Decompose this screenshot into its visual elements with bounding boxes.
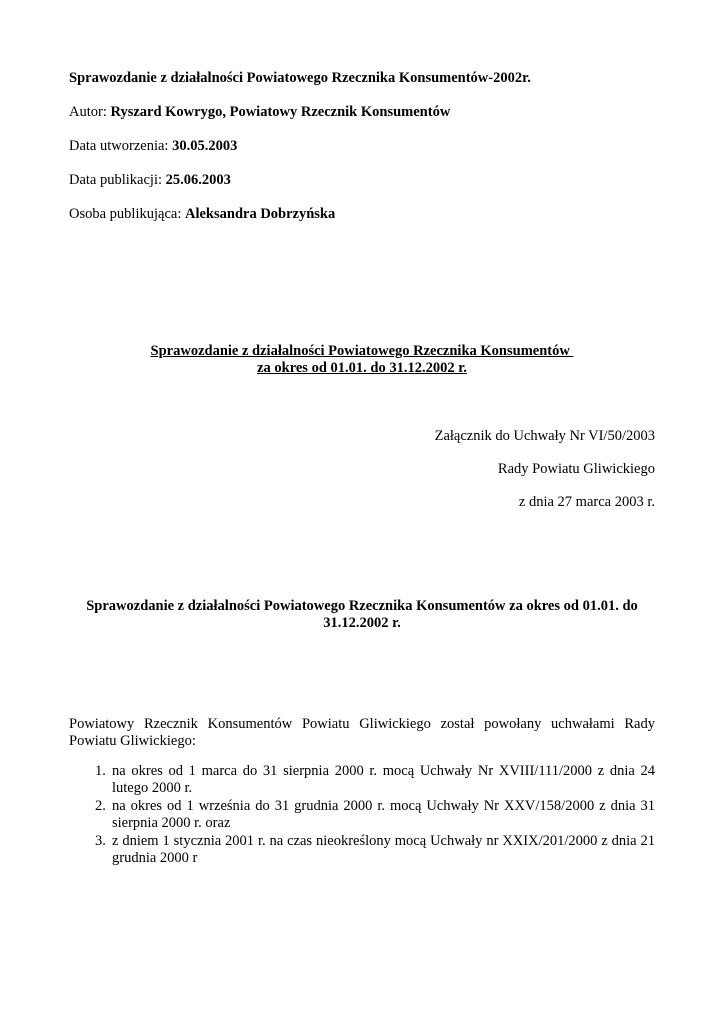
intro-paragraph: Powiatowy Rzecznik Konsumentów Powiatu Gliwickiego został powołany uchwałami Rady Powiatu Gliwickiego: <box>69 716 655 749</box>
publisher-label: Osoba publikująca: <box>69 206 185 222</box>
second-heading-line2: 31.12.2002 r. <box>323 615 401 631</box>
report-heading-line1: Sprawozdanie z działalności Powiatowego Rzecznika Konsumentów <box>150 343 574 359</box>
list-item-number: 1. <box>95 763 106 779</box>
list-item-text: z dniem 1 stycznia 2001 r. na czas nieokreślony mocą Uchwały nr XXIX/201/2000 z dnia 21 grudnia 2000 r <box>112 833 655 866</box>
list-item-text: na okres od 1 marca do 31 sierpnia 2000 r. mocą Uchwały Nr XVIII/111/2000 z dnia 24 lutego 2000 r. <box>112 763 655 796</box>
list-item <box>95 833 655 867</box>
created-date-line <box>69 138 237 155</box>
publisher-line <box>69 206 335 223</box>
list-item <box>95 798 655 832</box>
attachment-line3: z dnia 27 marca 2003 r. <box>518 494 655 510</box>
published-value: 25.06.2003 <box>165 172 231 188</box>
resolutions-list <box>69 763 655 868</box>
author-line <box>69 104 450 121</box>
created-label: Data utworzenia: <box>69 138 173 154</box>
attachment-line2: Rady Powiatu Gliwickiego <box>497 461 655 477</box>
list-item <box>95 763 655 797</box>
second-heading-line1: Sprawozdanie z działalności Powiatowego Rzecznika Konsumentów za okres od 01.01. do <box>86 598 638 614</box>
publisher-value: Aleksandra Dobrzyńska <box>184 206 336 222</box>
author-value: Ryszard Kowrygo, Powiatowy Rzecznik Konsumentów <box>110 104 451 120</box>
list-item-number: 2. <box>95 798 106 814</box>
published-label: Data publikacji: <box>69 172 166 188</box>
document-title: Sprawozdanie z działalności Powiatowego Rzecznika Konsumentów-2002r. <box>69 70 531 86</box>
created-value: 30.05.2003 <box>172 138 238 154</box>
report-heading-line2: za okres od 01.01. do 31.12.2002 r. <box>257 360 467 376</box>
list-item-text: na okres od 1 września do 31 grudnia 2000 r. mocą Uchwały Nr XXV/158/2000 z dnia 31 sierpnia 2000 r. oraz <box>112 798 655 831</box>
attachment-line1: Załącznik do Uchwały Nr VI/50/2003 <box>434 428 655 444</box>
published-date-line <box>69 172 231 189</box>
author-label: Autor: <box>69 104 111 120</box>
list-item-number: 3. <box>95 833 106 849</box>
